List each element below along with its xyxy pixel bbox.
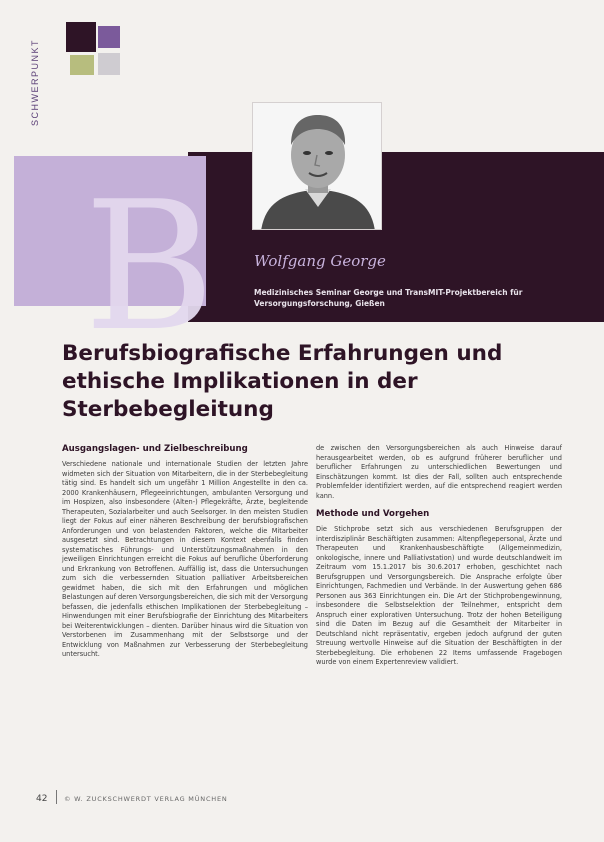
author-affiliation: Medizinisches Seminar George und TransMIT-Projektbereich für Versorgungsforschung, Gießen [254, 288, 523, 308]
decor-square-olive [70, 55, 94, 75]
decor-square-grey [98, 53, 120, 75]
section-body-ausgangslage: Verschiedene nationale und internationale Studien der letzten Jahre widmeten sich der Situation von Mitarbeitern, die in der Sterbebegleitung tätig sind. Es handelt sich um ungefähr 1 Million Angestellte in den ca. 2000 Krankenhäusern, Pflegeeinrichtungen, ambulanten Versorgung und im Hospizen, also insbesondere (Alten-) Pflegekräfte, Ärzte, begleitende Therapeuten, Sozialarbeiter und auch Seelsorger. In den meisten Studien liegt der Fokus auf einer näheren Beschreibung der berufsbiografischen Anforderungen und von belastenden Faktoren, welche die Mitarbeiter ausgesetzt sind. Betrachtungen in diesem Kontext ebenfalls finden systematisches Führungs- und Unterstützungsmaßnahmen in den jeweiligen Einrichtungen erreicht die Fokus auf berufliche Überforderung und Erkrankung von Betroffenen. Auffällig ist, dass die Untersuchungen zum sich die verbessernden Situation palliativer Arbeitsbereichen gewidmet haben, die sich mit den Erfahrungen und möglichen Belastungen auf deren Versorgungsbereichen, die sich mit der Versorgung befassen, die jedenfalls ethischen Implikationen der Sterbebegleitung – Hinwendungen mit einer Berufsbiografie der Einrichtung des Mitarbeiters bei Weiterentwicklungen – dienten. Darüber hinaus wird die Situation von Verstorbenen im Zusammenhang mit der Selbstsorge und der Entwicklung von Maßnahmen zur Verbesserung der Sterbebegleitung untersucht. [62, 460, 308, 658]
drop-initial: B [84, 163, 215, 370]
author-name: Wolfgang George [254, 252, 386, 270]
author-photo-icon [253, 103, 382, 230]
page-number: 42 [36, 794, 48, 804]
column-left [62, 444, 308, 668]
section-body-continued: de zwischen den Versorgungsbereichen als auch Hinweise darauf herausgearbeitet werden, ob es aufgrund früherer beruflicher und beruflicher Erfahrungen zu unterschiedlichen Bewertungen und Einschätzungen kommt. Ist dies der Fall, sollten auch entsprechende Problemfelder identifiziert werden, auf die entsprechend reagiert werden kann. [316, 444, 562, 500]
publisher-line: © W. ZUCKSCHWERDT VERLAG MÜNCHEN [64, 795, 228, 803]
decor-square-dark [66, 22, 96, 52]
section-heading-methode: Methode und Vorgehen [316, 509, 430, 519]
article-title: Berufsbiografische Erfahrungen und ethische Implikationen in der Sterbebegleitung [62, 341, 503, 422]
author-portrait [252, 102, 382, 230]
section-body-methode: Die Stichprobe setzt sich aus verschiedenen Berufsgruppen der interdisziplinär Beschäftigten zusammen: Altenpflegepersonal, Ärzte und Therapeuten und Krankenhausbeschäftigte (Allgemeinmedizin, onkologische, innere und Palliativstation) und wurde deutschlandweit im Zeitraum vom 15.1.2017 bis 30.6.2017 erhoben, geschichtet nach Berufsgruppen und Versorgungsbereich. Die Ansprache erfolgte über Einrichtungen, Fachmedien und Verbände. In der Auswertung gehen 686 Personen aus 363 Einrichtungen ein. Die Art der Stichprobengewinnung, insbesondere die Selbstselektion der Teilnehmer, entspricht dem Anspruch einer explorativen Untersuchung. Trotz der hohen Beteiligung sind die Daten im Bezug auf die Gesamtheit der Mitarbeiter in Deutschland nicht repräsentativ, ergeben jedoch aufgrund der guten Streuung wertvolle Hinweise auf die Situation der Beschäftigten in der Sterbebegleitung. Die erhobenen 22 Items umfassende Fragebogen wurde von einem Expertenreview validiert. [316, 525, 562, 666]
footer-divider [56, 790, 57, 804]
column-right [316, 444, 562, 676]
section-label: SCHWERPUNKT [30, 38, 40, 126]
decor-square-violet [98, 26, 120, 48]
section-heading-ausgangslage: Ausgangslagen- und Zielbeschreibung [62, 444, 248, 454]
